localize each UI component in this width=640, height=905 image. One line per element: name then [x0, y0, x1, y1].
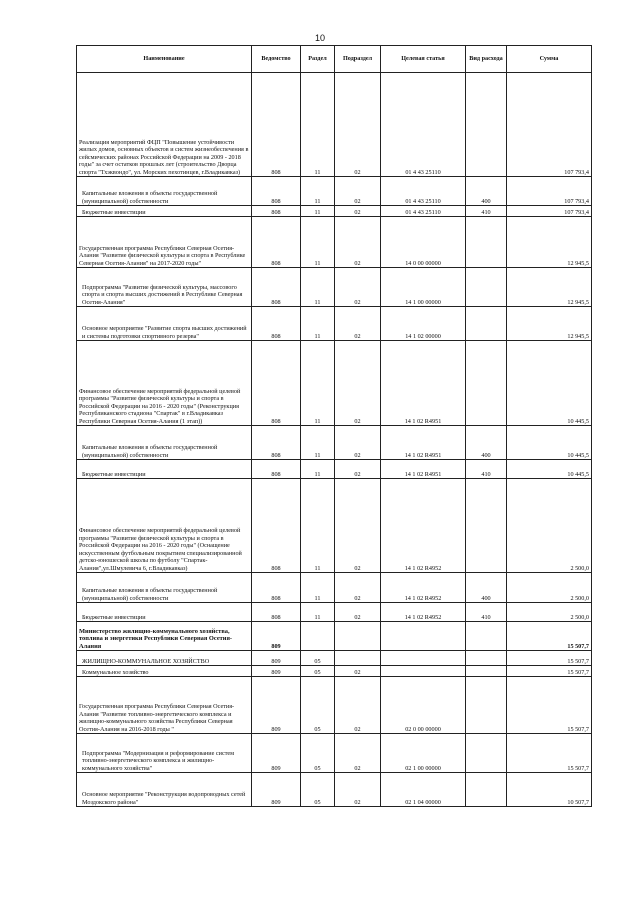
cell-sum: 10 445,5 — [507, 460, 592, 479]
cell-podrazdel — [335, 651, 381, 666]
cell-name: Подпрограмма "Развитие физической культуры, массового спорта и спорта высших достижений в Республике Северная Осетия-Алания" — [77, 268, 252, 307]
cell-vedomstvo: 808 — [252, 603, 301, 622]
cell-sum: 15 507,7 — [507, 734, 592, 773]
table-row — [77, 734, 592, 773]
cell-podrazdel: 02 — [335, 307, 381, 341]
cell-sum: 10 507,7 — [507, 773, 592, 807]
table-row — [77, 268, 592, 307]
cell-expense-type: 400 — [466, 573, 507, 603]
cell-podrazdel: 02 — [335, 734, 381, 773]
cell-target-article: 01 4 43 25110 — [381, 73, 466, 177]
cell-expense-type — [466, 307, 507, 341]
cell-target-article: 02 1 04 00000 — [381, 773, 466, 807]
cell-razdel: 11 — [301, 460, 335, 479]
cell-vedomstvo: 809 — [252, 622, 301, 651]
cell-expense-type — [466, 479, 507, 573]
cell-podrazdel: 02 — [335, 206, 381, 217]
cell-razdel: 11 — [301, 426, 335, 460]
cell-podrazdel: 02 — [335, 73, 381, 177]
cell-name: Бюджетные инвестиции — [77, 460, 252, 479]
cell-name: Коммунальное хозяйство — [77, 666, 252, 677]
cell-vedomstvo: 809 — [252, 773, 301, 807]
table-row — [77, 666, 592, 677]
cell-razdel: 05 — [301, 666, 335, 677]
cell-razdel: 11 — [301, 307, 335, 341]
cell-expense-type: 410 — [466, 460, 507, 479]
table-row — [77, 177, 592, 206]
cell-sum: 15 507,7 — [507, 677, 592, 734]
cell-target-article: 02 0 00 00000 — [381, 677, 466, 734]
cell-razdel: 11 — [301, 573, 335, 603]
budget-table — [76, 45, 592, 807]
cell-razdel: 11 — [301, 603, 335, 622]
cell-sum: 2 500,0 — [507, 573, 592, 603]
table-row — [77, 651, 592, 666]
cell-razdel: 05 — [301, 651, 335, 666]
cell-target-article: 01 4 43 25110 — [381, 177, 466, 206]
table-row — [77, 677, 592, 734]
cell-sum: 15 507,7 — [507, 622, 592, 651]
cell-vedomstvo: 808 — [252, 307, 301, 341]
cell-vedomstvo: 808 — [252, 426, 301, 460]
header-podrazdel: Подраздел — [335, 46, 381, 73]
cell-razdel: 05 — [301, 677, 335, 734]
table-row — [77, 479, 592, 573]
cell-name: Капитальные вложения в объекты государственной (муниципальной) собственности — [77, 177, 252, 206]
cell-name: Финансовое обеспечение мероприятий федеральной целевой программы "Развитие физической культуры и спорта в Российской Федерации на 2016 - 2020 годы" (Реконструкция Республиканского стадиона "Спартак" в г.Владикавказ Республики Северная Осетия-Алания (1 этап)) — [77, 341, 252, 426]
cell-expense-type — [466, 268, 507, 307]
cell-podrazdel: 02 — [335, 573, 381, 603]
table-header-row — [77, 46, 592, 73]
cell-expense-type — [466, 622, 507, 651]
cell-podrazdel: 02 — [335, 479, 381, 573]
table-row — [77, 573, 592, 603]
cell-vedomstvo: 809 — [252, 651, 301, 666]
cell-razdel: 05 — [301, 773, 335, 807]
cell-vedomstvo: 809 — [252, 677, 301, 734]
cell-razdel — [301, 622, 335, 651]
cell-vedomstvo: 808 — [252, 177, 301, 206]
header-target-article: Целевая статья — [381, 46, 466, 73]
cell-target-article: 01 4 43 25110 — [381, 206, 466, 217]
cell-expense-type — [466, 773, 507, 807]
cell-name: Капитальные вложения в объекты государственной (муниципальной) собственности — [77, 426, 252, 460]
table-row — [77, 217, 592, 268]
cell-sum: 15 507,7 — [507, 651, 592, 666]
table-row — [77, 773, 592, 807]
cell-expense-type: 400 — [466, 177, 507, 206]
cell-razdel: 11 — [301, 177, 335, 206]
cell-podrazdel: 02 — [335, 217, 381, 268]
cell-razdel: 11 — [301, 479, 335, 573]
cell-vedomstvo: 808 — [252, 573, 301, 603]
cell-sum: 12 945,5 — [507, 268, 592, 307]
cell-target-article: 14 1 02 R4952 — [381, 573, 466, 603]
cell-target-article: 14 0 00 00000 — [381, 217, 466, 268]
cell-name: Государственная программа Республики Северная Осетия-Алания "Развитие топливно-энергетического комплекса и жилищно-коммунального хозяйства Республики Северная Осетия-Алания на 2016-2018 годы " — [77, 677, 252, 734]
cell-name: ЖИЛИЩНО-КОММУНАЛЬНОЕ ХОЗЯЙСТВО — [77, 651, 252, 666]
cell-vedomstvo: 808 — [252, 73, 301, 177]
cell-target-article: 02 1 00 00000 — [381, 734, 466, 773]
cell-name: Министерство жилищно-коммунального хозяйства, топлива и энергетики Республики Северная Осетия-Алания — [77, 622, 252, 651]
table-row — [77, 307, 592, 341]
table-row — [77, 73, 592, 177]
cell-name: Бюджетные инвестиции — [77, 603, 252, 622]
cell-expense-type — [466, 217, 507, 268]
cell-vedomstvo: 809 — [252, 734, 301, 773]
cell-expense-type — [466, 651, 507, 666]
cell-vedomstvo: 808 — [252, 206, 301, 217]
cell-podrazdel: 02 — [335, 341, 381, 426]
cell-vedomstvo: 808 — [252, 217, 301, 268]
cell-sum: 15 507,7 — [507, 666, 592, 677]
cell-sum: 107 793,4 — [507, 73, 592, 177]
header-razdel: Раздел — [301, 46, 335, 73]
cell-target-article: 14 1 02 00000 — [381, 307, 466, 341]
cell-sum: 2 500,0 — [507, 479, 592, 573]
table-row — [77, 426, 592, 460]
cell-target-article: 14 1 02 R4951 — [381, 460, 466, 479]
cell-razdel: 11 — [301, 217, 335, 268]
cell-expense-type — [466, 666, 507, 677]
cell-vedomstvo: 808 — [252, 460, 301, 479]
cell-sum: 12 945,5 — [507, 217, 592, 268]
cell-razdel: 11 — [301, 341, 335, 426]
header-vedomstvo: Ведомство — [252, 46, 301, 73]
table-row — [77, 622, 592, 651]
table-row — [77, 603, 592, 622]
cell-vedomstvo: 808 — [252, 268, 301, 307]
cell-name: Основное мероприятие "Развитие спорта высших достижений и системы подготовки спортивного резерва" — [77, 307, 252, 341]
cell-name: Основное мероприятие "Реконструкция водопроводных сетей Моздокского района" — [77, 773, 252, 807]
cell-expense-type: 400 — [466, 426, 507, 460]
header-expense-type: Вид расхода — [466, 46, 507, 73]
table-row — [77, 206, 592, 217]
cell-target-article — [381, 622, 466, 651]
cell-name: Подпрограмма "Модернизация и реформирование систем топливно-энергетического комплекса и жилищно-коммунального хозяйства" — [77, 734, 252, 773]
cell-target-article — [381, 651, 466, 666]
cell-vedomstvo: 809 — [252, 666, 301, 677]
cell-vedomstvo: 808 — [252, 479, 301, 573]
cell-target-article: 14 1 02 R4952 — [381, 603, 466, 622]
cell-name: Государственная программа Республики Северная Осетия-Алания "Развитие физической культуры и спорта в Республике Северная Осетия-Алания" на 2017-2020 годы" — [77, 217, 252, 268]
cell-expense-type — [466, 734, 507, 773]
table-row — [77, 460, 592, 479]
cell-name: Капитальные вложения в объекты государственной (муниципальной) собственности — [77, 573, 252, 603]
cell-podrazdel: 02 — [335, 426, 381, 460]
cell-target-article: 14 1 02 R4951 — [381, 426, 466, 460]
cell-target-article — [381, 666, 466, 677]
cell-target-article: 14 1 00 00000 — [381, 268, 466, 307]
cell-expense-type — [466, 73, 507, 177]
cell-target-article: 14 1 02 R4951 — [381, 341, 466, 426]
cell-sum: 10 445,5 — [507, 341, 592, 426]
cell-sum: 2 500,0 — [507, 603, 592, 622]
cell-podrazdel: 02 — [335, 603, 381, 622]
cell-sum: 107 793,4 — [507, 177, 592, 206]
cell-podrazdel: 02 — [335, 460, 381, 479]
cell-name: Финансовое обеспечение мероприятий федеральной целевой программы "Развитие физической культуры и спорта в Российской Федерации на 2016 - 2020 годы" (Оснащение искусственным футбольным покрытием специализированной детско-юношеской школы по футболу "Спартак-Алания",ул.Шмулевича 6, г.Владикавказ) — [77, 479, 252, 573]
cell-razdel: 11 — [301, 206, 335, 217]
page-number: 10 — [314, 33, 325, 43]
cell-expense-type — [466, 341, 507, 426]
cell-expense-type — [466, 677, 507, 734]
cell-podrazdel: 02 — [335, 177, 381, 206]
header-name: Наименование — [77, 46, 252, 73]
cell-sum: 10 445,5 — [507, 426, 592, 460]
cell-sum: 107 793,4 — [507, 206, 592, 217]
cell-podrazdel: 02 — [335, 268, 381, 307]
cell-podrazdel: 02 — [335, 666, 381, 677]
cell-name: Реализация мероприятий ФЦП "Повышение устойчивости жилых домов, основных объектов и систем жизнеобеспечения в сейсмических районах Российской Федерации на 2009 - 2018 годы" за счет остатков прошлых лет (строительство Дворца спорта "Тхэквондо", ул. Морских пехотинцев, г.Владикавказ) — [77, 73, 252, 177]
cell-razdel: 05 — [301, 734, 335, 773]
cell-podrazdel: 02 — [335, 677, 381, 734]
cell-target-article: 14 1 02 R4952 — [381, 479, 466, 573]
cell-razdel: 11 — [301, 268, 335, 307]
cell-razdel: 11 — [301, 73, 335, 177]
cell-podrazdel — [335, 622, 381, 651]
cell-name: Бюджетные инвестиции — [77, 206, 252, 217]
cell-expense-type: 410 — [466, 603, 507, 622]
cell-podrazdel: 02 — [335, 773, 381, 807]
header-sum: Сумма — [507, 46, 592, 73]
table-row — [77, 341, 592, 426]
cell-sum: 12 945,5 — [507, 307, 592, 341]
cell-vedomstvo: 808 — [252, 341, 301, 426]
cell-expense-type: 410 — [466, 206, 507, 217]
